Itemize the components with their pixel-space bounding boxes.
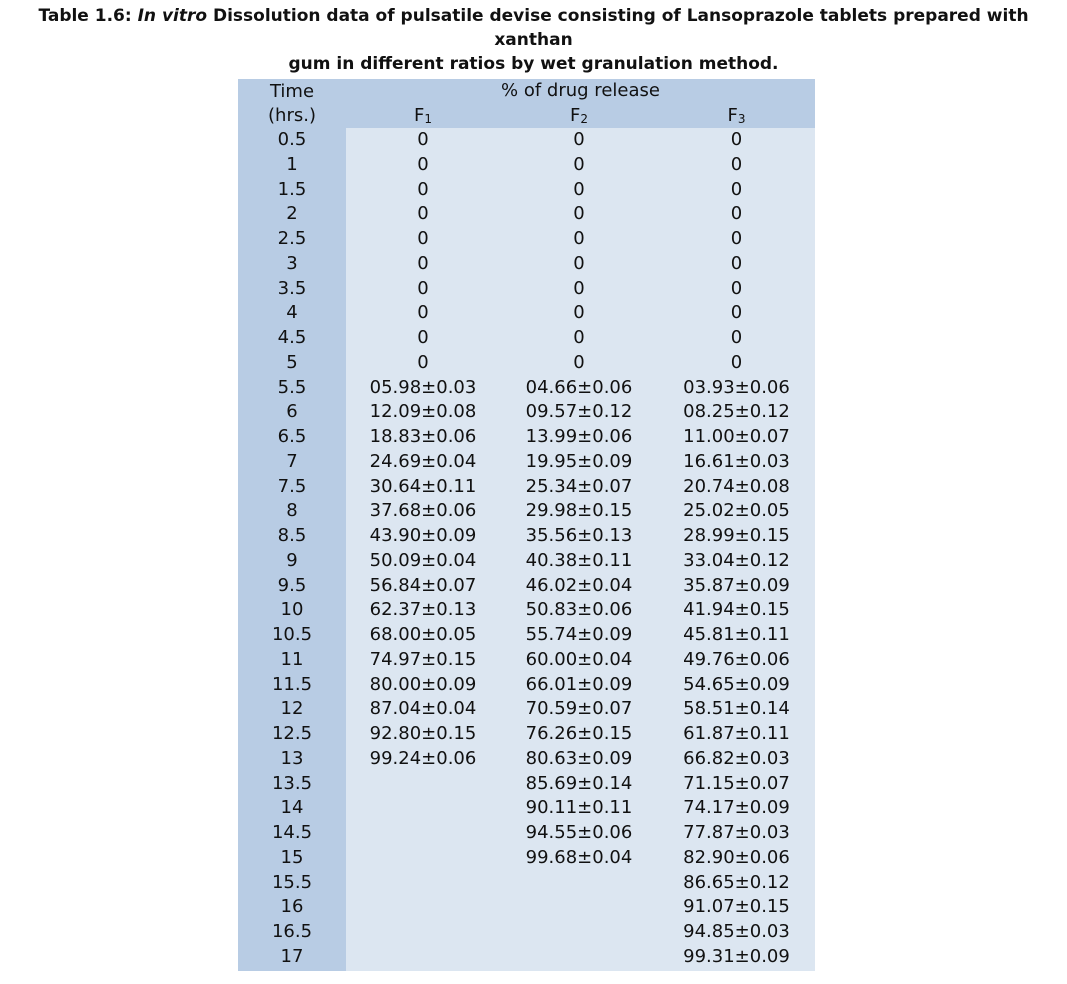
f1-cell: 0 [417, 153, 429, 175]
f2-cell: 0 [573, 351, 585, 373]
f3-cell: 0 [730, 153, 743, 175]
f3-cell: 99.31±0.09 [683, 945, 790, 967]
time-cell: 3 [286, 252, 298, 274]
f1-header-sub: 1 [424, 112, 432, 126]
f1-cell: 37.68±0.06 [369, 500, 477, 522]
f2-cell: 46.02±0.04 [525, 574, 633, 596]
f2-cell: 0 [573, 327, 585, 348]
f3-cell: 0 [730, 277, 743, 299]
f2-cell: 19.95±0.09 [525, 450, 633, 472]
f2-cell: 90.11±0.11 [525, 797, 633, 819]
f3-cell: 0 [730, 327, 743, 348]
f1-header-letter: F [414, 105, 425, 126]
f3-cell: 0 [730, 129, 743, 150]
drug-release-header: % of drug release [501, 80, 660, 101]
f2-cell: 60.00±0.04 [525, 648, 633, 670]
f1-cell: 24.69±0.04 [369, 450, 477, 472]
f3-cell: 0 [730, 178, 743, 200]
time-header-line1: Time [269, 81, 315, 102]
f2-cell: 70.59±0.07 [525, 698, 633, 720]
time-cell: 13 [280, 747, 304, 769]
f2-cell: 0 [573, 252, 585, 274]
time-cell: 6.5 [277, 426, 307, 447]
dissolution-table [238, 79, 815, 971]
time-cell: 15 [280, 846, 304, 868]
f3-header-letter: F [727, 105, 738, 126]
f2-cell: 0 [573, 228, 585, 249]
f1-cell: 0 [417, 277, 429, 299]
f2-cell: 35.56±0.13 [525, 525, 633, 546]
f3-cell: 58.51±0.14 [683, 698, 790, 720]
f3-cell: 0 [730, 302, 743, 324]
f3-cell: 0 [730, 252, 743, 274]
f2-cell: 55.74±0.09 [525, 624, 633, 645]
time-header-line2: (hrs.) [268, 105, 316, 126]
f2-cell: 76.26±0.15 [525, 723, 633, 744]
time-cell: 1 [286, 153, 298, 175]
f1-cell: 62.37±0.13 [369, 599, 477, 621]
time-cell: 13.5 [271, 772, 313, 794]
f3-cell: 41.94±0.15 [683, 599, 790, 621]
time-cell: 10 [280, 599, 304, 621]
f2-cell: 25.34±0.07 [525, 475, 633, 497]
f1-cell: 0 [417, 203, 429, 225]
f3-cell: 20.74±0.08 [683, 475, 790, 497]
f3-cell: 16.61±0.03 [683, 450, 790, 472]
f3-cell: 77.87±0.03 [683, 822, 790, 843]
time-cell: 16 [280, 896, 304, 918]
table-caption [0, 4, 1067, 76]
f1-cell: 43.90±0.09 [369, 525, 477, 546]
f1-cell: 56.84±0.07 [369, 574, 477, 596]
time-cell: 10.5 [271, 624, 313, 645]
time-cell: 4.5 [277, 327, 307, 348]
time-cell: 12 [280, 698, 304, 720]
time-cell: 2 [286, 203, 298, 225]
time-cell: 14 [280, 797, 304, 819]
time-cell: 8.5 [277, 525, 307, 546]
f3-cell: 33.04±0.12 [683, 549, 790, 571]
time-cell: 14.5 [271, 822, 313, 843]
f3-header-sub: 3 [737, 112, 746, 126]
f3-cell: 45.81±0.11 [683, 624, 790, 645]
f1-cell: 50.09±0.04 [369, 549, 477, 571]
f3-cell: 94.85±0.03 [683, 921, 790, 942]
time-cell: 3.5 [277, 277, 307, 299]
time-cell: 5 [286, 351, 298, 373]
f3-cell: 35.87±0.09 [683, 574, 790, 596]
f1-cell: 80.00±0.09 [369, 673, 477, 695]
f3-cell: 71.15±0.07 [683, 772, 790, 794]
time-cell: 6 [286, 401, 298, 423]
caption-label: Table 1.6: [38, 6, 138, 26]
f3-cell: 86.65±0.12 [683, 871, 790, 893]
f1-cell: 30.64±0.11 [369, 475, 477, 497]
f1-cell: 0 [417, 252, 429, 274]
time-cell: 0.5 [277, 129, 307, 150]
time-cell: 15.5 [271, 871, 313, 893]
time-cell: 9.5 [277, 574, 307, 596]
f2-header-sub: 2 [580, 112, 588, 126]
f2-cell: 0 [573, 129, 585, 150]
f3-cell: 03.93±0.06 [683, 376, 790, 398]
caption-text: Dissolution data of pulsatile devise consisting of Lansoprazole tablets prepared with xanthan [207, 6, 1029, 50]
time-cell: 4 [286, 302, 298, 324]
time-cell: 12.5 [271, 723, 313, 744]
time-cell: 1.5 [277, 178, 307, 200]
f3-header [658, 104, 815, 128]
f1-cell: 12.09±0.08 [369, 401, 477, 423]
time-cell: 11.5 [271, 673, 313, 695]
time-cell: 5.5 [277, 376, 307, 398]
f1-cell: 92.80±0.15 [369, 723, 477, 744]
f2-cell: 94.55±0.06 [525, 822, 633, 843]
f2-cell: 0 [573, 178, 585, 200]
f3-cell: 54.65±0.09 [683, 673, 790, 695]
f2-cell: 40.38±0.11 [525, 549, 633, 571]
f1-cell: 0 [417, 228, 429, 249]
f2-cell: 0 [573, 277, 585, 299]
time-cell: 8 [286, 500, 298, 522]
f1-cell: 0 [417, 129, 429, 150]
f3-cell: 91.07±0.15 [683, 896, 790, 918]
f3-cell: 49.76±0.06 [683, 648, 790, 670]
f3-cell: 11.00±0.07 [683, 426, 790, 447]
f2-cell: 04.66±0.06 [525, 376, 633, 398]
f2-cell: 29.98±0.15 [525, 500, 633, 522]
f2-cell: 09.57±0.12 [525, 401, 633, 423]
time-cell: 9 [286, 549, 298, 571]
f1-cell: 87.04±0.04 [369, 698, 477, 720]
f2-cell: 0 [573, 153, 585, 175]
f2-cell: 80.63±0.09 [525, 747, 633, 769]
f1-cell: 0 [417, 302, 429, 324]
f3-cell: 0 [730, 351, 743, 373]
f1-cell: 74.97±0.15 [369, 648, 477, 670]
time-cell: 17 [280, 945, 304, 967]
f3-cell: 08.25±0.12 [683, 401, 790, 423]
caption-italic: In vitro [137, 6, 208, 26]
f1-cell: 0 [417, 178, 429, 200]
time-cell: 16.5 [271, 921, 313, 942]
f1-cell: 0 [417, 351, 429, 373]
f3-cell: 0 [730, 228, 743, 249]
f2-cell: 0 [573, 302, 585, 324]
f1-cell: 0 [417, 327, 429, 348]
f3-cell: 74.17±0.09 [683, 797, 790, 819]
f2-header-letter: F [570, 105, 581, 126]
f2-cell: 85.69±0.14 [525, 772, 633, 794]
f3-cell: 28.99±0.15 [683, 525, 790, 546]
caption-line-1 [0, 4, 1067, 52]
f3-cell: 61.87±0.11 [683, 723, 790, 744]
f3-cell: 82.90±0.06 [683, 846, 790, 868]
f1-cell: 99.24±0.06 [369, 747, 477, 769]
f3-cell: 66.82±0.03 [683, 747, 790, 769]
time-cell: 11 [280, 648, 304, 670]
f2-cell: 0 [573, 203, 585, 225]
time-cell: 7.5 [277, 475, 307, 497]
f1-header [346, 104, 500, 128]
time-cell: 2.5 [277, 228, 307, 249]
f2-cell: 50.83±0.06 [525, 599, 633, 621]
f2-cell: 13.99±0.06 [525, 426, 633, 447]
f2-cell: 66.01±0.09 [525, 673, 633, 695]
caption-line-2: gum in different ratios by wet granulation method. [288, 54, 779, 74]
f1-cell: 18.83±0.06 [369, 426, 477, 447]
f1-cell: 68.00±0.05 [369, 624, 477, 645]
time-cell: 7 [286, 450, 298, 472]
f2-header [500, 104, 658, 128]
f2-cell: 99.68±0.04 [525, 846, 633, 868]
f3-cell: 0 [730, 203, 743, 225]
f3-cell: 25.02±0.05 [683, 500, 790, 522]
f1-cell: 05.98±0.03 [369, 376, 477, 398]
